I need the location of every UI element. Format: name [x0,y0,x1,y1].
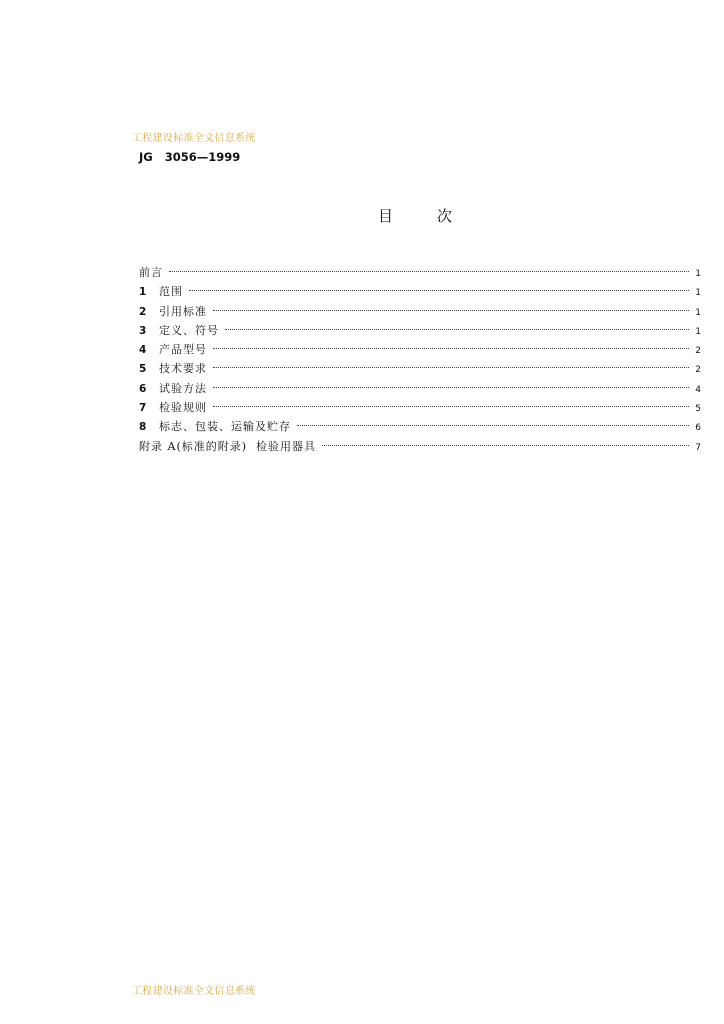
toc-entry-page: 1 [695,288,701,299]
toc-entry-page: 4 [695,384,701,395]
toc-leader-dots [213,387,689,388]
toc-leader-dots [322,445,689,446]
toc-entry-references[interactable] [139,302,701,321]
toc-entry-inspection-rules[interactable] [139,398,701,417]
toc-entry-scope[interactable] [139,282,701,301]
toc-leader-dots [225,329,689,330]
toc-leader-dots [213,406,689,407]
toc-entry-page: 1 [695,307,701,318]
toc-entry-label: 定义、符号 [159,323,219,337]
watermark-header: 工程建设标准全文信息系统 [132,133,256,144]
toc-entry-appendix-a[interactable] [139,437,701,456]
toc-title-char-1: 目 [378,207,394,225]
table-of-contents [139,263,701,456]
toc-entry-label: 前言 [139,266,163,279]
toc-leader-dots [189,290,689,291]
toc-leader-dots [213,367,689,368]
toc-entry-page: 6 [695,423,701,434]
toc-entry-label: 附录 A(标准的附录) 检验用器具 [139,439,317,453]
toc-entry-number: 2 [139,305,147,318]
toc-entry-page: 2 [695,346,701,357]
toc-entry-label: 技术要求 [159,362,207,376]
toc-entry-test-methods[interactable] [139,379,701,398]
toc-entry-number: 3 [139,324,147,337]
toc-entry-label: 标志、包装、运输及贮存 [159,420,291,434]
toc-entry-number: 5 [139,363,147,376]
toc-entry-label: 检验规则 [159,401,207,415]
toc-entry-label: 引用标准 [159,304,207,318]
toc-entry-product-model[interactable] [139,340,701,359]
toc-entry-number: 4 [139,344,147,357]
toc-leader-dots [297,425,689,426]
toc-entry-foreword[interactable] [139,263,701,282]
standard-number: JG 3056—1999 [139,150,241,164]
toc-entry-number: 7 [139,402,147,415]
toc-title [378,205,452,226]
toc-entry-page: 2 [695,365,701,376]
toc-entry-page: 1 [695,326,701,337]
watermark-footer: 工程建设标准全文信息系统 [132,986,256,997]
toc-entry-page: 7 [695,442,701,453]
toc-entry-definitions[interactable] [139,321,701,340]
toc-entry-label: 范围 [159,285,183,299]
toc-entry-page: 1 [695,269,701,279]
toc-entry-technical-requirements[interactable] [139,359,701,378]
toc-entry-number: 1 [139,286,147,299]
toc-leader-dots [213,310,689,311]
toc-entry-label: 产品型号 [159,343,207,357]
toc-entry-number: 8 [139,421,147,434]
toc-entry-page: 5 [695,404,701,415]
toc-entry-marking-packaging[interactable] [139,417,701,436]
toc-leader-dots [213,348,689,349]
toc-title-char-2: 次 [437,207,453,225]
toc-entry-label: 试验方法 [159,381,207,395]
toc-leader-dots [169,271,689,272]
toc-entry-number: 6 [139,382,147,395]
